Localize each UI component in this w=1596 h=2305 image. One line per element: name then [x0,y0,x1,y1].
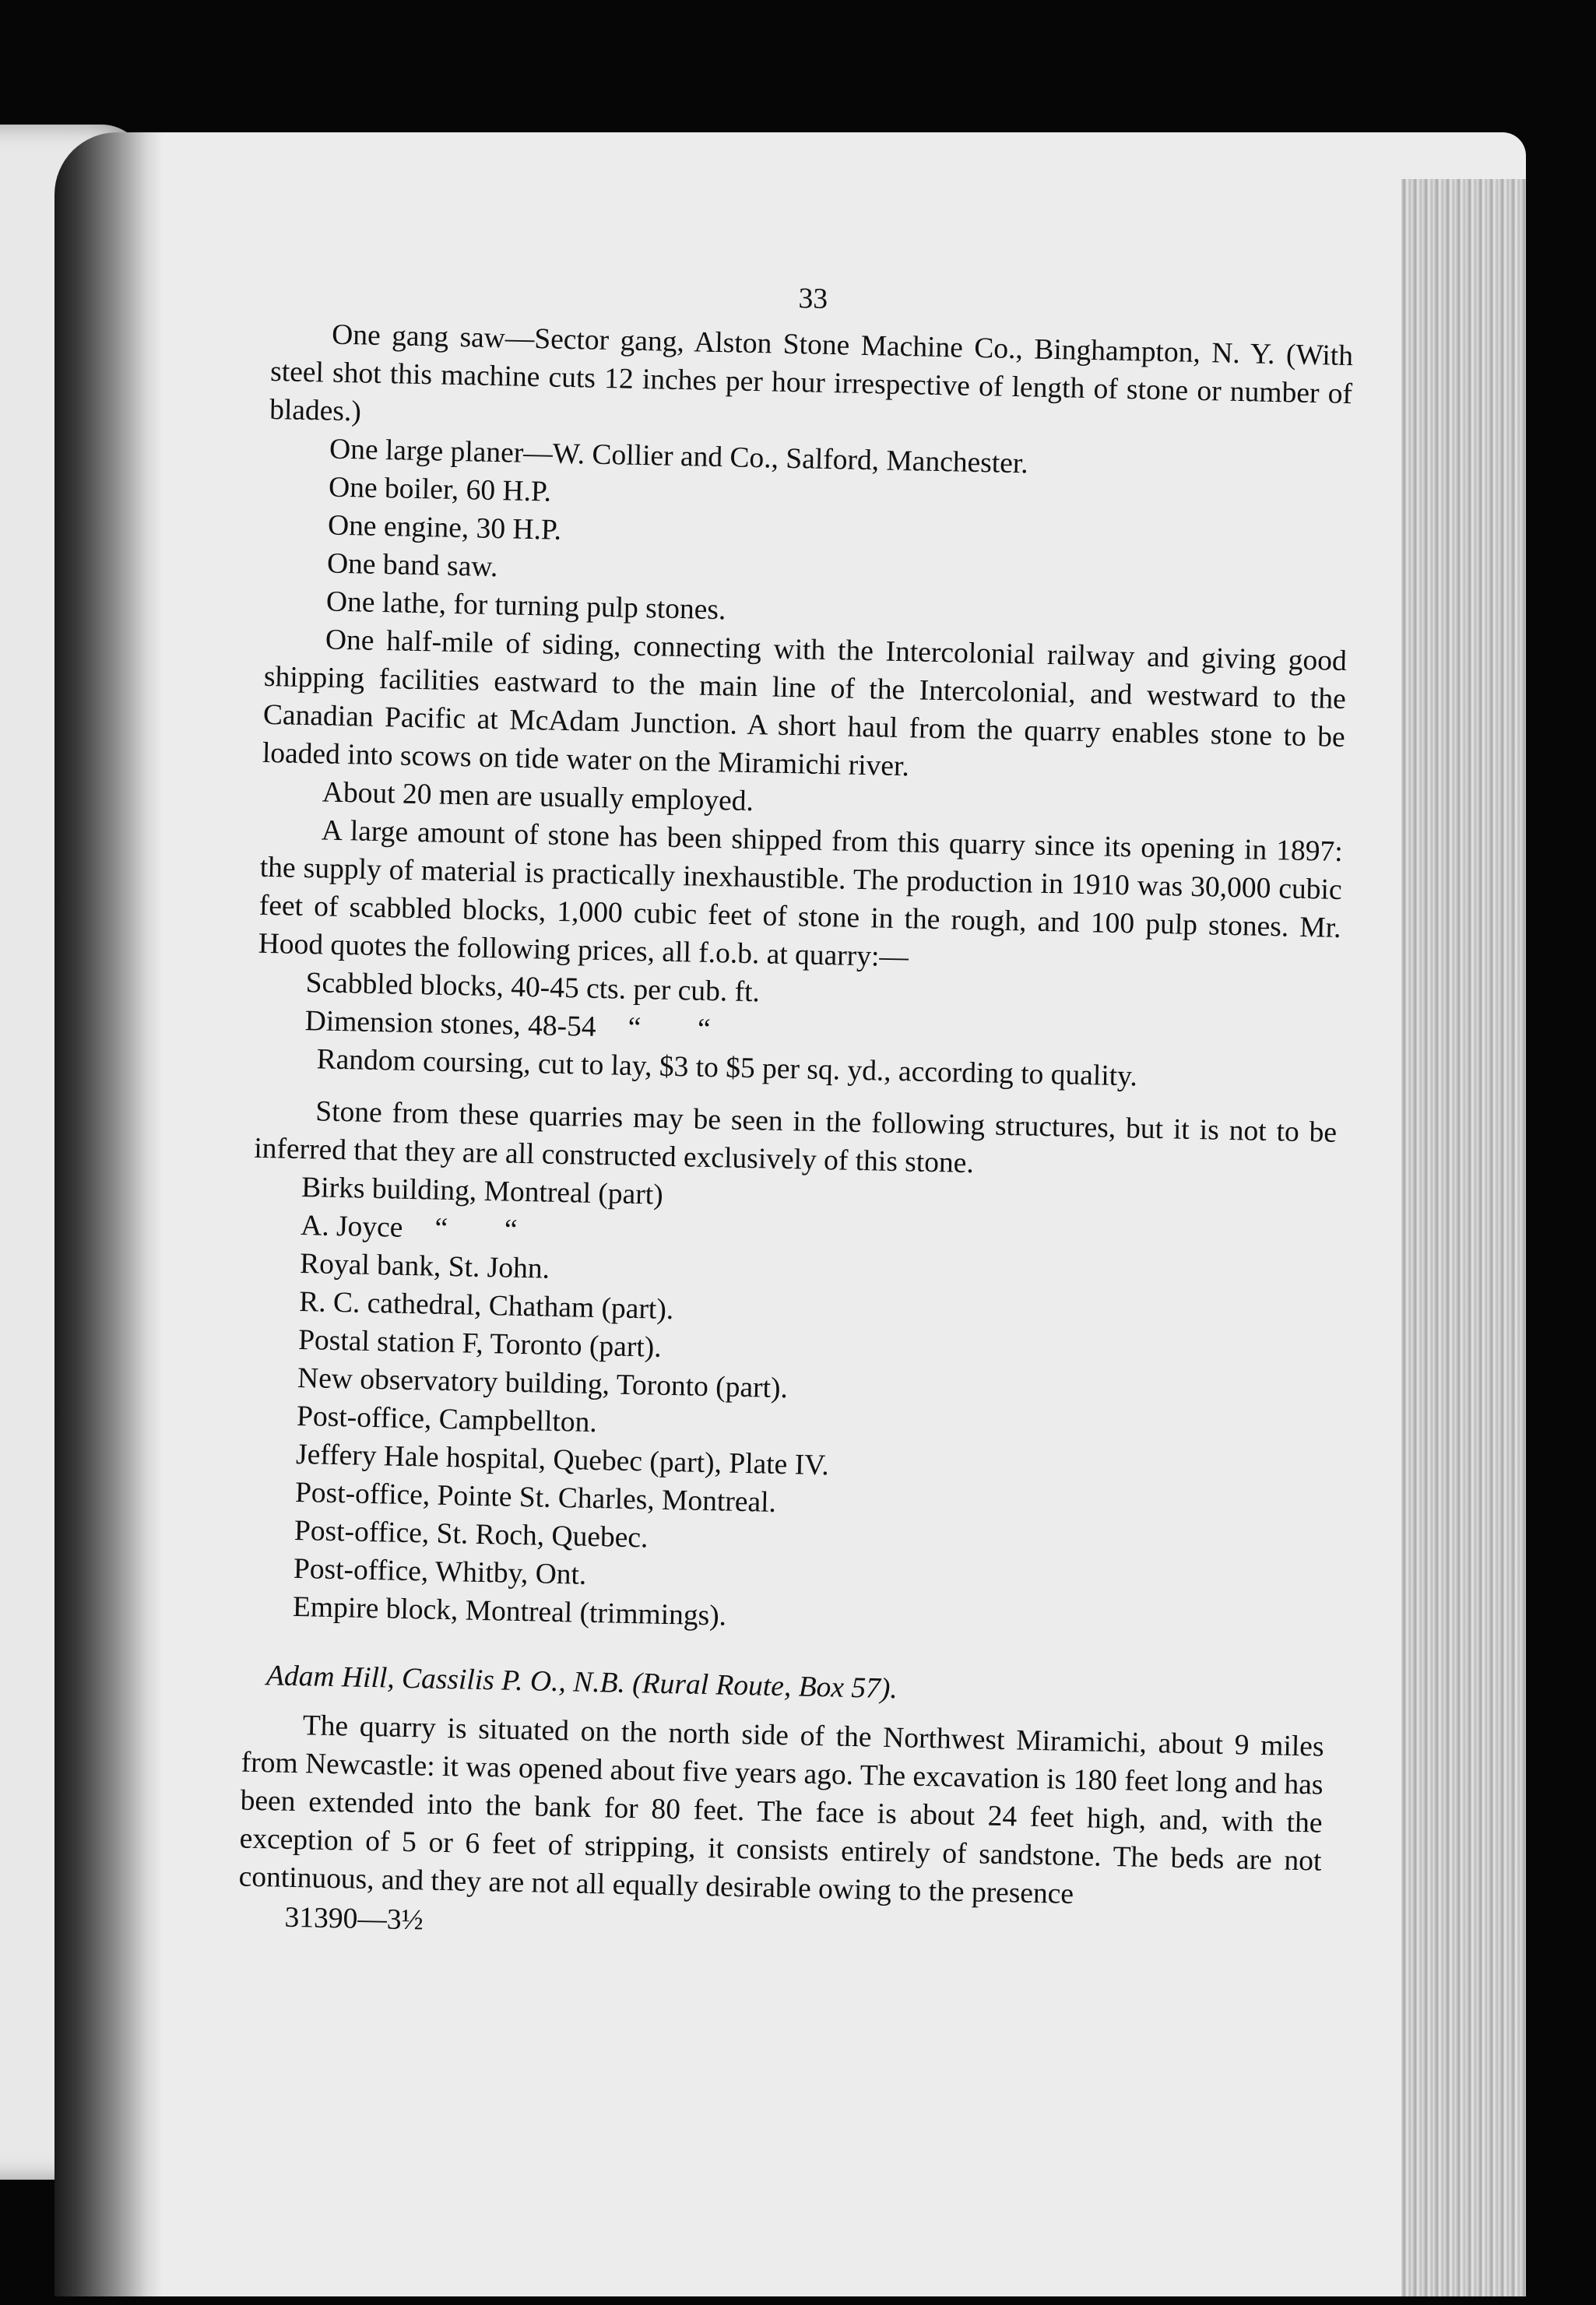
ditto-mark: “ [697,1013,712,1045]
price-line-text: Dimension stones, 48-54 [304,1005,597,1043]
structure-item: Postal station F, Toronto (part). [297,1324,663,1364]
page-number: 33 [798,283,828,315]
book-page [54,132,1526,2296]
structure-item: Birks building, Montreal (part) [301,1172,664,1211]
structure-item: Post-office, Campbellton. [296,1400,598,1439]
structure-item: Post-office, Pointe St. Charles, Montreal. [294,1476,777,1519]
men-employed-line: About 20 men are usually employed. [322,776,754,818]
quarry-paragraph: The quarry is situated on the north side of the Northwest Miramichi, about 9 miles from Newcastle: it was opened about five years ago. The excavation is 180 feet long and has been extended into the bank for 80 feet. The face is about 24 feet high, and, with the exception of 5 or 6 feet of stripping, it consists entirely of sandstone. The beds are not continuous, and they are not all equally desirable owing to the presence [238,1709,1324,1911]
equipment-item: One lathe, for turning pulp stones. [325,585,726,627]
structure-item: Empire block, Montreal (trimmings). [292,1590,727,1632]
structure-item: New observatory building, Toronto (part). [297,1362,789,1405]
ditto-mark: “ [434,1212,448,1245]
structure-item: Post-office, St. Roch, Quebec. [294,1514,649,1555]
page-content [237,269,1355,1959]
production-paragraph: A large amount of stone has been shipped from this quarry since its opening in 1897: the supply of material is practically inexhaustible. The production in 1910 was 30,000 cubic feet of scabbled blocks, 1,000 cubic feet of stone in the rough, and 100 pulp stones. Mr. Hood quotes the following prices, all f.o.b. at quarry:— [258,814,1344,974]
structures-intro: Stone from these quarries may be seen in the following structures, but it is not to be inferred that they are all constructed exclusively of this stone. [253,1095,1338,1180]
ditto-mark: “ [504,1214,518,1246]
equipment-item: One engine, 30 H.P. [327,509,562,546]
page-edges [1401,179,1526,2296]
structure-item: R. C. cathedral, Chatham (part). [298,1286,674,1326]
price-line: Scabbled blocks, 40-45 cts. per cub. ft. [305,967,761,1009]
random-coursing-paragraph: Random coursing, cut to lay, $3 to $5 per sq. yd., according to quality. [316,1043,1138,1093]
structure-item-text: A. Joyce [300,1210,403,1244]
section-heading: Adam Hill, Cassilis P. O., N.B. (Rural Route, Box 57). [265,1660,898,1706]
siding-paragraph: One half-mile of siding, connecting with the Intercolonial railway and giving good shipping facilities eastward to the main line of the Intercolonial, and westward to the Canadian Pacific at McAdam Junction. A short haul from the quarry enables stone to be loaded into scows on tide water on the Miramichi river. [262,624,1348,783]
structure-item: Royal bank, St. John. [299,1248,550,1285]
equipment-item: One boiler, 60 H.P. [328,471,552,508]
gang-saw-paragraph: One gang saw—Sector gang, Alston Stone Machine Co., Binghampton, N. Y. (With steel shot this machine cuts 12 inches per hour irrespective of length of stone or number of blades.) [269,318,1354,428]
signature-mark: 31390—3½ [284,1901,424,1937]
structure-item: Post-office, Whitby, Ont. [293,1552,587,1591]
equipment-item: One large planer—W. Collier and Co., Salford, Manchester. [329,433,1029,480]
page-gutter [54,132,163,2296]
ditto-mark: “ [628,1011,642,1045]
equipment-item: One band saw. [326,547,498,584]
structure-item: Jeffery Hale hospital, Quebec (part), Plate IV. [295,1438,830,1482]
